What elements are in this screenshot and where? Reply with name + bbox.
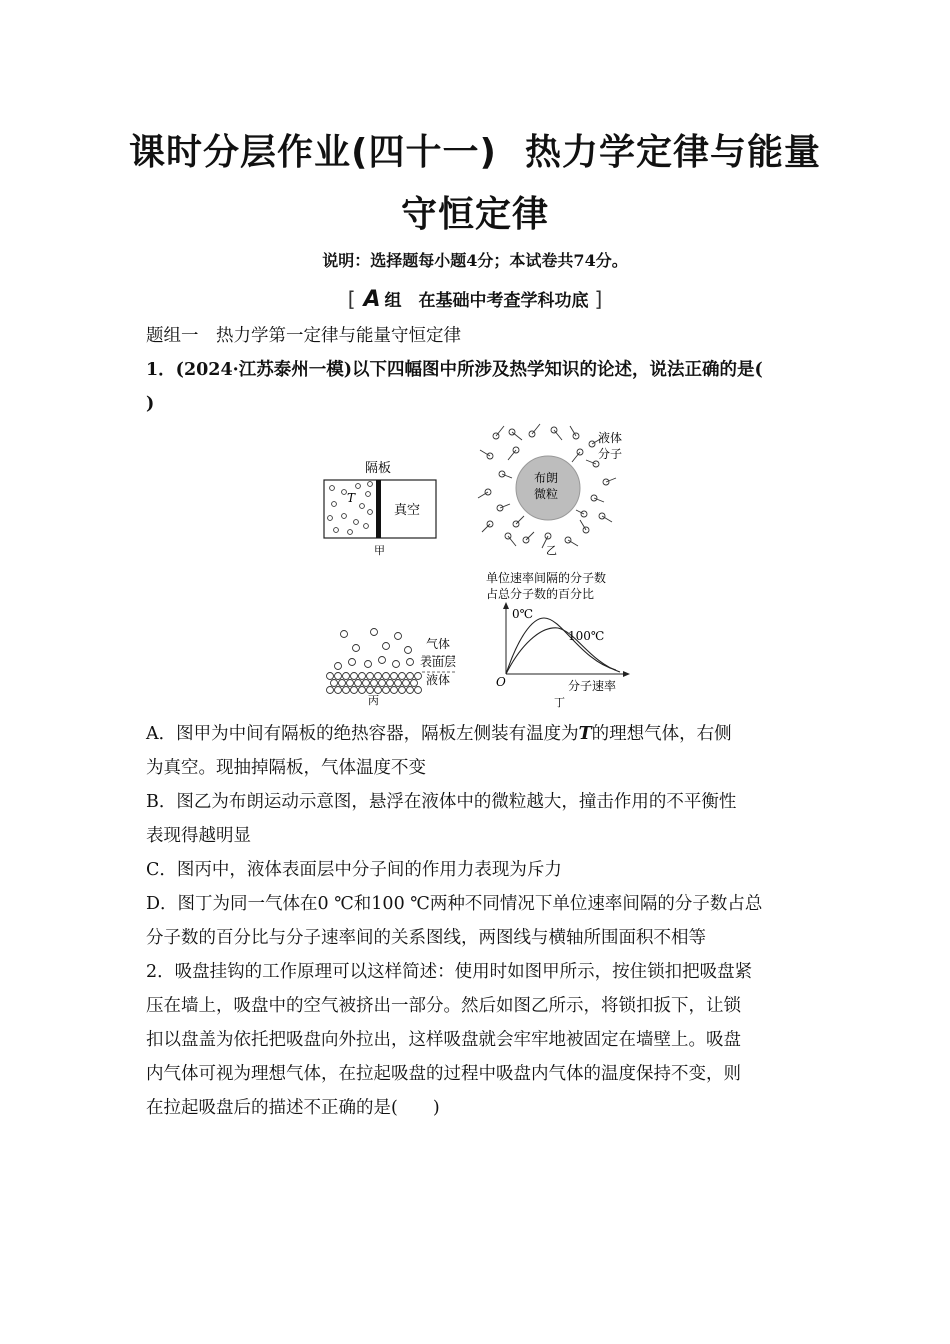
bing-liquid-label: 液体 xyxy=(426,673,451,687)
group-letter: A xyxy=(363,287,381,312)
bing-liquid-molecules xyxy=(327,673,422,694)
jia-gas-molecules xyxy=(328,482,373,535)
group-close-bracket: ] xyxy=(594,287,603,311)
q1-figure xyxy=(310,420,650,710)
bing-surface-molecules xyxy=(335,657,414,670)
yi-liquid-label-1: 液体 xyxy=(598,431,623,445)
ding-origin-label: O xyxy=(496,675,506,689)
title-line-1 xyxy=(0,124,950,175)
figure-bing xyxy=(327,629,457,708)
q1-option-b-line-2: 表现得越明显 xyxy=(146,826,251,846)
group-heading xyxy=(0,286,950,312)
q1-option-a-symbol: T xyxy=(578,724,592,744)
figure-jia xyxy=(324,460,436,557)
q2-line-1: 2．吸盘挂钩的工作原理可以这样简述：使用时如图甲所示，按住锁扣把吸盘紧 xyxy=(146,962,753,982)
q1-option-a-text: A．图甲为中间有隔板的绝热容器，隔板左侧装有温度为 xyxy=(146,724,579,744)
q1-option-d-line-2: 分子数的百分比与分子速率间的关系图线，两图线与横轴所围面积不相等 xyxy=(146,928,706,948)
ding-ylabel-line-1: 单位速率间隔的分子数 xyxy=(486,571,607,585)
q1-stem-line-2: ) xyxy=(146,394,155,414)
yi-particle-label-2: 微粒 xyxy=(534,487,559,501)
q1-option-c-line-1: C．图丙中，液体表面层中分子间的作用力表现为斥力 xyxy=(146,860,562,880)
jia-partition-label: 隔板 xyxy=(365,461,392,476)
jia-caption: 甲 xyxy=(374,544,385,557)
group-label: 组 在基础中考查学科功底 xyxy=(384,291,589,311)
q1-option-a-line-1 xyxy=(146,722,810,746)
ding-curve-0c-label: 0℃ xyxy=(512,607,534,621)
title-line-2: 守恒定律 xyxy=(400,194,549,235)
q2-line-4: 内气体可视为理想气体，在拉起吸盘的过程中吸盘内气体的温度保持不变，则 xyxy=(146,1064,741,1084)
q1-option-d-line-1: D．图丁为同一气体在0 ℃和100 ℃两种不同情况下单位速率间隔的分子数占总 xyxy=(146,894,763,914)
ding-caption: 丁 xyxy=(554,696,565,709)
ding-y-arrow xyxy=(503,602,509,609)
q1-option-a-line-2: 为真空。现抽掉隔板，气体温度不变 xyxy=(146,758,426,778)
q2-line-5: 在拉起吸盘后的描述不正确的是( ) xyxy=(146,1098,440,1118)
yi-liquid-label-2: 分子 xyxy=(598,447,623,461)
yi-caption: 乙 xyxy=(546,544,557,557)
q1-stem-line-1: 1．(2024·江苏泰州一模)以下四幅图中所涉及热学知识的论述，说法正确的是( xyxy=(146,360,763,380)
exam-note: 说明：选择题每小题4分；本试卷共74分。 xyxy=(322,251,628,270)
q2-line-2: 压在墙上，吸盘中的空气被挤出一部分。然后如图乙所示，将锁扣扳下，让锁 xyxy=(146,996,741,1016)
q1-option-b-line-1: B．图乙为布朗运动示意图，悬浮在液体中的微粒越大，撞击作用的不平衡性 xyxy=(146,792,737,812)
ding-ylabel-line-2: 占总分子数的百分比 xyxy=(486,587,595,601)
jia-partition xyxy=(376,480,381,538)
bing-caption: 丙 xyxy=(368,694,379,707)
bing-surface-label: 表面层 xyxy=(420,655,457,669)
yi-particle-label-1: 布朗 xyxy=(534,471,559,485)
group-open-bracket: [ xyxy=(347,287,356,311)
figure-yi xyxy=(478,424,622,557)
jia-vacuum-label: 真空 xyxy=(394,503,421,518)
q2-line-3: 扣以盘盖为依托把吸盘向外拉出，这样吸盘就会牢牢地被固定在墙壁上。吸盘 xyxy=(146,1030,741,1050)
jia-temp-label: T xyxy=(347,491,356,505)
bing-gas-molecules xyxy=(341,629,412,654)
bing-gas-label: 气体 xyxy=(426,637,451,651)
ding-x-arrow xyxy=(623,671,630,677)
title-topic: 热力学定律与能量 xyxy=(524,132,821,173)
q1-option-a-text-end: 的理想气体，右侧 xyxy=(591,724,732,744)
topic-heading: 题组一 热力学第一定律与能量守恒定律 xyxy=(146,326,461,346)
ding-xlabel: 分子速率 xyxy=(568,679,617,693)
title-series: 课时分层作业(四十一) xyxy=(129,132,497,173)
ding-curve-100c-label: 100℃ xyxy=(568,629,605,643)
ding-curve-0c xyxy=(506,618,616,674)
figure-ding xyxy=(486,570,630,709)
